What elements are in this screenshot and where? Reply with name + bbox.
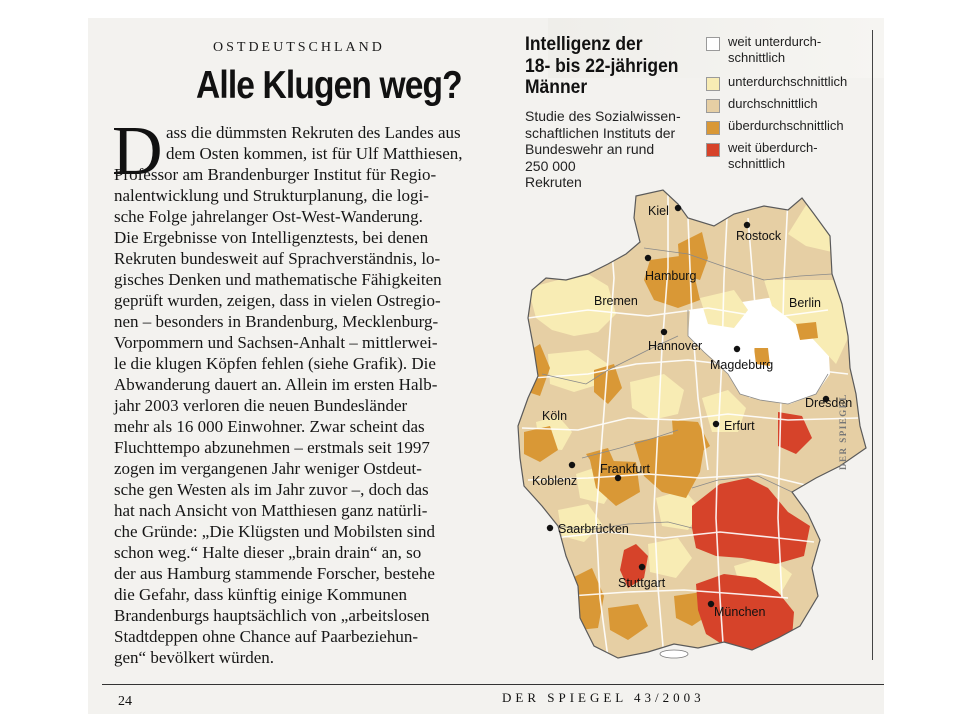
article-line: die Gefahr, dass künftig einige Kommunen (114, 585, 407, 604)
magazine-footer: DER SPIEGEL 43/2003 (502, 690, 705, 705)
city-label-bremen: Bremen (594, 294, 638, 308)
magazine-page: OSTDEUTSCHLAND Alle Klugen weg? D ass die dümmsten Rekruten des Landes aus dem Osten kommen, ist für Ulf Matthiesen, Professor am Brandenburger Institut für Regio- nalentwicklung und Strukturplanung, die logi- sche Folge jahrelanger Ost-West-Wanderung. Die Ergebnisse von Intelligenztests, bei denen Rekruten bundesweit auf Sprachverständnis, lo- gisches Denken und mathematische Fähigkeiten geprüft wurden, zeigen, dass in vielen Ostregio- nen – besonders in Brandenburg, Mecklenburg- Vorpommern und Sachsen-Anhalt – mittlerwei- le die klugen Köpfen fehlen (siehe Grafik). Die Abwanderung dauert an. Allein im ersten Halb- jahr 2003 verloren die neuen Bundesländer mehr als 16 000 Einwohner. Zwar scheint das Fluchttempo abzunehmen – erstmals seit 1997 zogen im vergangenen Jahr weniger Ostdeut- sche gen Westen als im Jahr zuvor –, doch das hat nach Ansicht von Matthiesen ganz natürli- che Gründe: „Die Klügsten und Mobilsten sind schon weg.“ Halte dieser „brain drain“ an, so der aus Hamburg stammende Forscher, bestehe die Gefahr, dass künftig einige Kommunen Brandenburgs hauptsächlich von „arbeitslosen Stadtdeppen ohne Chance auf Paarbeziehun- gen“ bevölkert würden. Kiel Rostock Hamburg Bremen Berlin Hannover Magdeburg Dresden Köln Erfurt Koblenz Frankfurt Saarbrücken Stuttgart München Intelligenz der 18- bis 22-jährigen Männer Studie des Sozialwissen- schaftlichen Instituts der Bundeswehr an rund 250 000 Rekruten weit unterdurch- schnittlich unterdurchschnittlich durchschnittlich überdurchschnittlich weit überdurch- schnittlich DER SPIEGEL 24 DER SPIEGEL 43/2003 (88, 18, 884, 714)
article-line: Professor am Brandenburger Institut für Regio- (114, 165, 437, 184)
page-number: 24 (118, 694, 132, 709)
city-label-dresden: Dresden (805, 396, 853, 410)
column-rule (872, 30, 873, 660)
article-line: Brandenburgs hauptsächlich von „arbeitslosen (114, 606, 430, 625)
city-label-rostock: Rostock (736, 229, 782, 243)
article-line: nalentwicklung und Strukturplanung, die logi- (114, 186, 429, 205)
city-label-magdeburg: Magdeburg (710, 358, 774, 372)
legend-swatch (706, 99, 720, 113)
article-line: gen“ bevölkert würden. (114, 648, 275, 667)
article-kicker: OSTDEUTSCHLAND (213, 40, 385, 55)
city-label-erfurt: Erfurt (724, 419, 755, 433)
map-subtitle: Studie des Sozialwissen- schaftlichen Instituts der Bundeswehr an rund 250 000 Rekruten (525, 108, 681, 190)
article-line: nen – besonders in Brandenburg, Mecklenburg- (114, 312, 439, 331)
article-line: dem Osten kommen, ist für Ulf Matthiesen, (166, 144, 463, 163)
city-label-hamburg: Hamburg (645, 269, 697, 283)
city-label-berlin: Berlin (789, 296, 821, 310)
article-line: le die klugen Köpfen fehlen (siehe Grafik). Die (114, 354, 436, 373)
article-line: Fluchttempo abzunehmen – erstmals seit 1997 (114, 438, 430, 457)
region-fills (508, 178, 884, 668)
city-label-koblenz: Koblenz (532, 474, 578, 488)
article-line: geprüft wurden, zeigen, dass in vielen Ostregio- (114, 291, 441, 310)
legend-swatch (706, 37, 720, 51)
map-title: Intelligenz der 18- bis 22-jährigen Männer (525, 34, 679, 98)
article-line: Abwanderung dauert an. Allein im ersten Halb- (114, 375, 438, 394)
lake-constance (660, 650, 688, 658)
article-line: ass die dümmsten Rekruten des Landes aus (166, 123, 461, 142)
city-label-muenchen: München (714, 605, 766, 619)
article-line: der aus Hamburg stammende Forscher, bestehe (114, 564, 435, 583)
article-line: Stadtdeppen ohne Chance auf Paarbeziehun- (114, 627, 418, 646)
article-line: mehr als 16 000 Einwohner. Zwar scheint das (114, 417, 425, 436)
city-label-saarbruecken: Saarbrücken (558, 522, 629, 536)
article-headline: Alle Klugen weg? (196, 64, 462, 107)
article-line: che Gründe: „Die Klügsten und Mobilsten sind (114, 522, 436, 541)
article-line: Rekruten bundesweit auf Sprachverständnis, lo- (114, 249, 441, 268)
article-line: sche gen Westen als im Jahr zuvor –, doch das (114, 480, 429, 499)
legend-swatch (706, 77, 720, 91)
footer-rule (102, 684, 884, 685)
article-line: gisches Denken und mathematische Fähigkeiten (114, 270, 442, 289)
city-label-stuttgart: Stuttgart (618, 576, 666, 590)
article-line: Die Ergebnisse von Intelligenztests, bei denen (114, 228, 429, 247)
city-label-hannover: Hannover (648, 339, 703, 353)
article-line: hat nach Ansicht von Matthiesen ganz natürli- (114, 501, 428, 520)
article-line: zogen im vergangenen Jahr weniger Ostdeut- (114, 459, 422, 478)
city-label-koeln: Köln (542, 409, 568, 423)
legend-swatch (706, 143, 720, 157)
legend-swatch (706, 121, 720, 135)
article-line: Vorpommern und Sachsen-Anhalt – mittlerwei- (114, 333, 438, 352)
city-label-kiel: Kiel (648, 204, 669, 218)
article-line: sche Folge jahrelanger Ost-West-Wanderung. (114, 207, 423, 226)
city-label-frankfurt: Frankfurt (600, 462, 651, 476)
article-line: jahr 2003 verloren die neuen Bundesländer (114, 396, 408, 415)
drop-cap: D (112, 113, 163, 190)
article-line: schon weg.“ Halte dieser „brain drain“ an, so (114, 543, 422, 562)
graphic-credit: DER SPIEGEL (838, 393, 848, 470)
